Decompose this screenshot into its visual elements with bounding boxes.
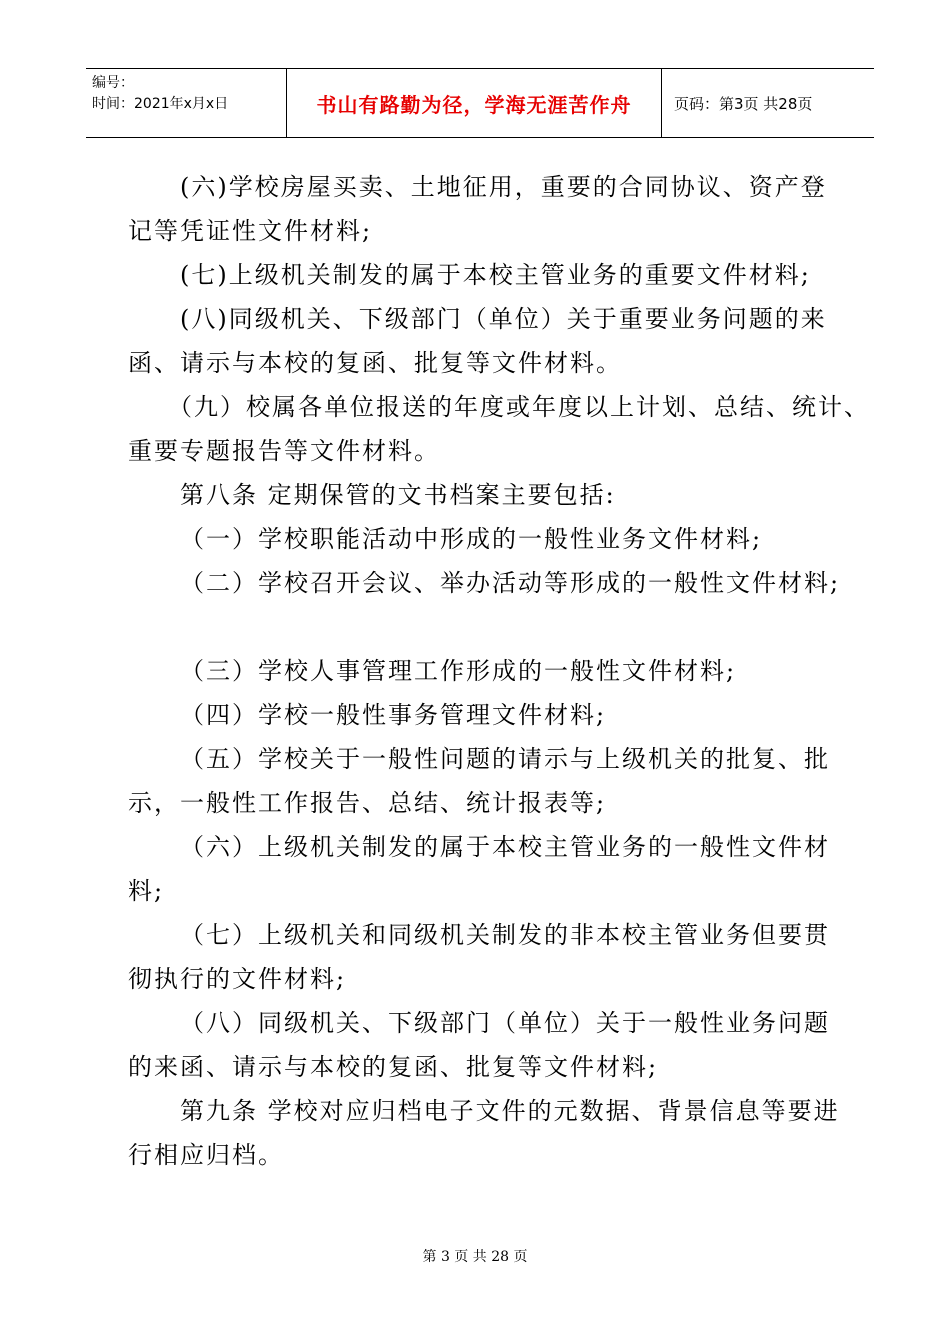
page-footer: 第 3 页 共 28 页	[422, 1249, 528, 1265]
paragraph-line: （二）学校召开会议、举办活动等形成的一般性文件材料;	[180, 569, 841, 597]
paragraph-line: 示，一般性工作报告、总结、统计报表等;	[128, 789, 607, 817]
page-header	[86, 68, 874, 138]
header-slogan: 书山有路勤为径，学海无涯苦作舟	[286, 69, 662, 137]
paragraph-line: （七）上级机关和同级机关制发的非本校主管业务但要贯	[180, 921, 830, 949]
document-body	[128, 165, 870, 1177]
paragraph-line: 行相应归档。	[128, 1141, 284, 1169]
paragraph-line: (七)上级机关制发的属于本校主管业务的重要文件材料;	[180, 261, 811, 289]
article-heading: 第八条 定期保管的文书档案主要包括:	[180, 481, 616, 509]
paragraph-line: （一）学校职能活动中形成的一般性业务文件材料;	[180, 525, 763, 553]
paragraph-line: （九）校属各单位报送的年度或年度以上计划、总结、统计、	[168, 393, 870, 421]
paragraph-line: 函、请示与本校的复函、批复等文件材料。	[128, 349, 622, 377]
paragraph-line: 重要专题报告等文件材料。	[128, 437, 440, 465]
paragraph-line: （三）学校人事管理工作形成的一般性文件材料;	[180, 657, 737, 685]
header-page-label: 页码：第3页 共28页	[674, 94, 813, 113]
article-heading: 第九条 学校对应归档电子文件的元数据、背景信息等要进	[180, 1097, 840, 1125]
paragraph-line: （八）同级机关、下级部门（单位）关于一般性业务问题	[180, 1009, 830, 1037]
blank-line	[128, 605, 848, 649]
paragraph-line: （四）学校一般性事务管理文件材料;	[180, 701, 607, 729]
paragraph-line: 料;	[128, 877, 165, 905]
paragraph-line: (六)学校房屋买卖、土地征用，重要的合同协议、资产登	[180, 173, 827, 201]
paragraph-line: 的来函、请示与本校的复函、批复等文件材料;	[128, 1053, 659, 1081]
paragraph-line: （六）上级机关制发的属于本校主管业务的一般性文件材	[180, 833, 830, 861]
paragraph-line: 记等凭证性文件材料;	[128, 217, 373, 245]
document-number-label: 编号：	[92, 75, 134, 91]
paragraph-line: (八)同级机关、下级部门（单位）关于重要业务问题的来	[180, 305, 827, 333]
document-time-label: 时间：2021年x月x日	[92, 96, 229, 112]
header-meta	[86, 69, 286, 137]
paragraph-line: 彻执行的文件材料;	[128, 965, 347, 993]
paragraph-line: （五）学校关于一般性问题的请示与上级机关的批复、批	[180, 745, 830, 773]
